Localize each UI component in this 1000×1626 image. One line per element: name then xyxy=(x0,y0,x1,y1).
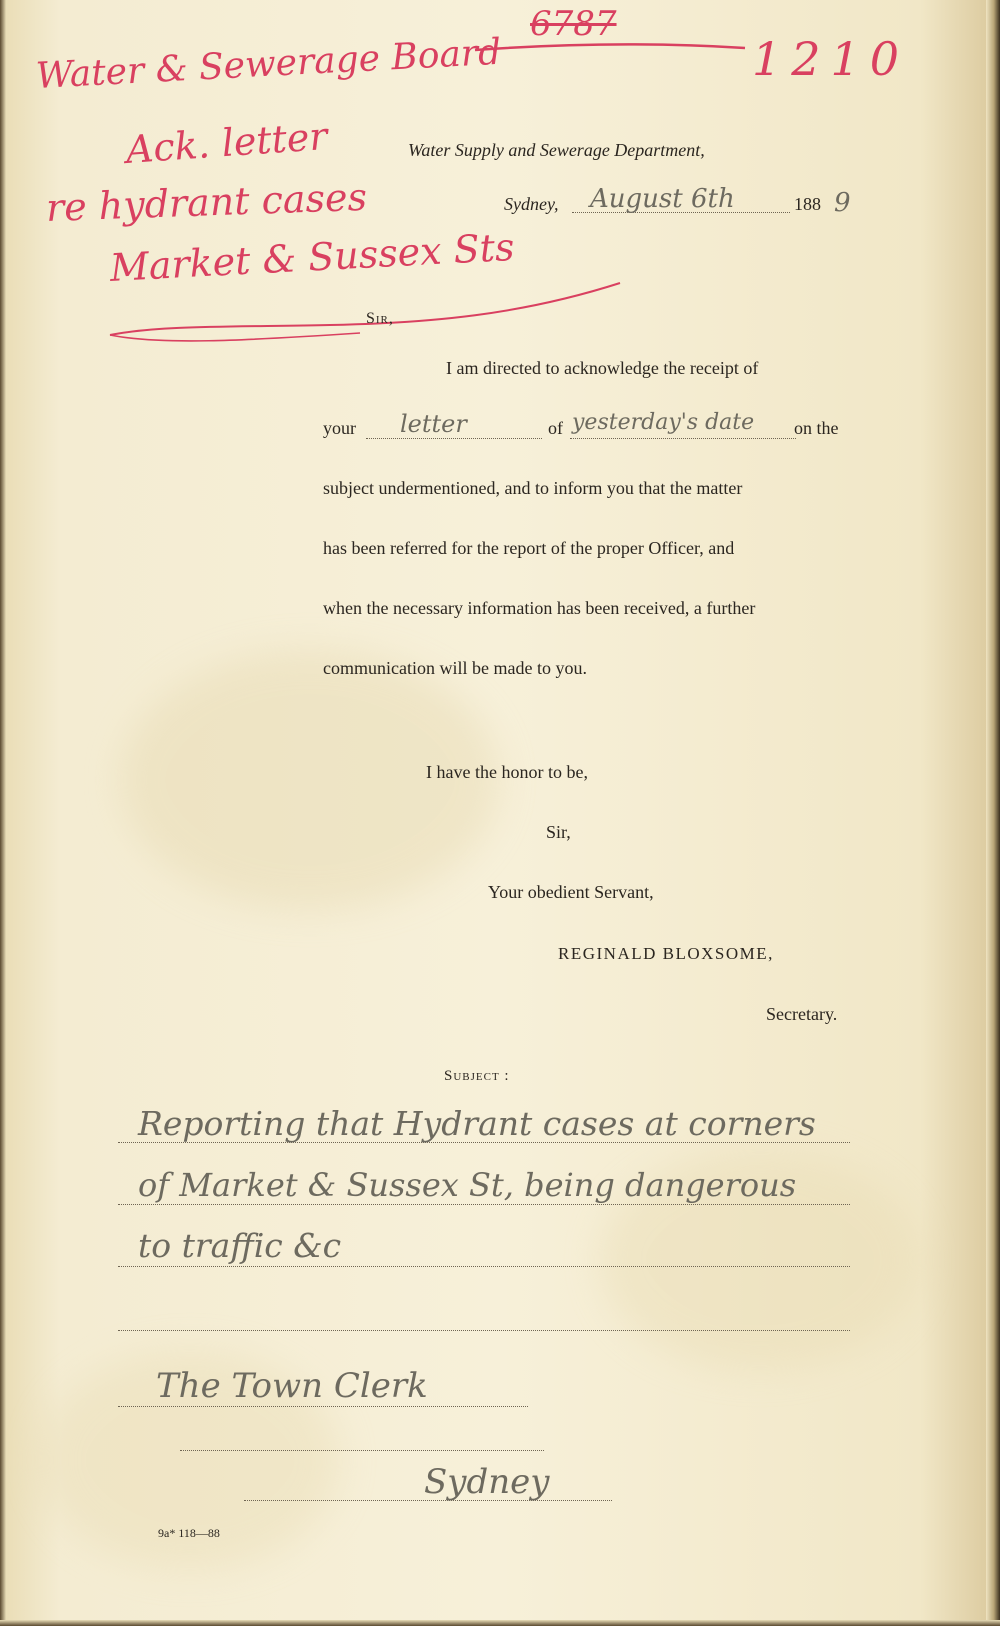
subject-line-3: to traffic &c xyxy=(138,1226,342,1265)
subject-line-4-rule xyxy=(118,1330,850,1331)
subject-line-2: of Market & Sussex St, being dangerous xyxy=(138,1166,797,1204)
of-fill: yesterday's date xyxy=(572,410,755,435)
closing-honor: I have the honor to be, xyxy=(426,762,588,782)
red-note-line-2: Ack. letter xyxy=(124,113,329,172)
red-note-underline xyxy=(100,275,630,355)
red-note-line-1: Water & Sewerage Board xyxy=(34,31,503,97)
year-printed: 188 xyxy=(794,194,821,214)
city-label: Sydney, xyxy=(504,194,559,214)
form-number: 9a* 118—88 xyxy=(158,1526,220,1540)
body-line-1: I am directed to acknowledge the receipt of xyxy=(446,358,759,378)
of-label: of xyxy=(548,418,563,438)
body-line-4: has been referred for the report of the proper Officer, and xyxy=(323,538,735,558)
closing-sir: Sir, xyxy=(546,822,571,842)
closing-servant: Your obedient Servant, xyxy=(488,882,654,902)
page-edge-bottom xyxy=(0,1620,1000,1626)
body-line-5: when the necessary information has been received, a further xyxy=(323,598,756,618)
your-fill: letter xyxy=(400,410,467,438)
page-edge-left xyxy=(0,0,6,1626)
year-handwritten: 9 xyxy=(834,188,851,218)
subject-label: Subject : xyxy=(444,1068,510,1084)
reference-number: 6787 xyxy=(530,4,617,44)
subject-line-1: Reporting that Hydrant cases at corners xyxy=(138,1104,816,1143)
addressee-name: The Town Clerk xyxy=(156,1366,428,1406)
salutation: Sir, xyxy=(366,310,394,327)
subject-line-3-rule xyxy=(118,1266,850,1267)
your-label: your xyxy=(323,418,356,438)
folio-number: 1210 xyxy=(752,32,910,86)
addressee-place-rule-1 xyxy=(180,1450,544,1451)
department-heading: Water Supply and Sewerage Department, xyxy=(408,140,705,160)
of-fill-line xyxy=(570,438,796,439)
on-the-label: on the xyxy=(794,418,839,438)
body-line-3: subject undermentioned, and to inform you that the matter xyxy=(323,478,743,498)
signatory-title: Secretary. xyxy=(766,1004,838,1024)
body-line-6: communication will be made to you. xyxy=(323,658,587,678)
date-handwritten: August 6th xyxy=(590,184,735,214)
signatory-name: REGINALD BLOXSOME, xyxy=(558,944,774,963)
page-edge-right xyxy=(986,0,1000,1626)
addressee-name-rule xyxy=(118,1406,528,1407)
your-fill-line xyxy=(366,438,542,439)
subject-line-2-rule xyxy=(118,1204,850,1205)
red-note-line-4: Market & Sussex Sts xyxy=(108,224,516,290)
red-note-line-3: re hydrant cases xyxy=(45,174,368,230)
reference-underline xyxy=(470,30,750,60)
addressee-place: Sydney xyxy=(424,1462,550,1502)
